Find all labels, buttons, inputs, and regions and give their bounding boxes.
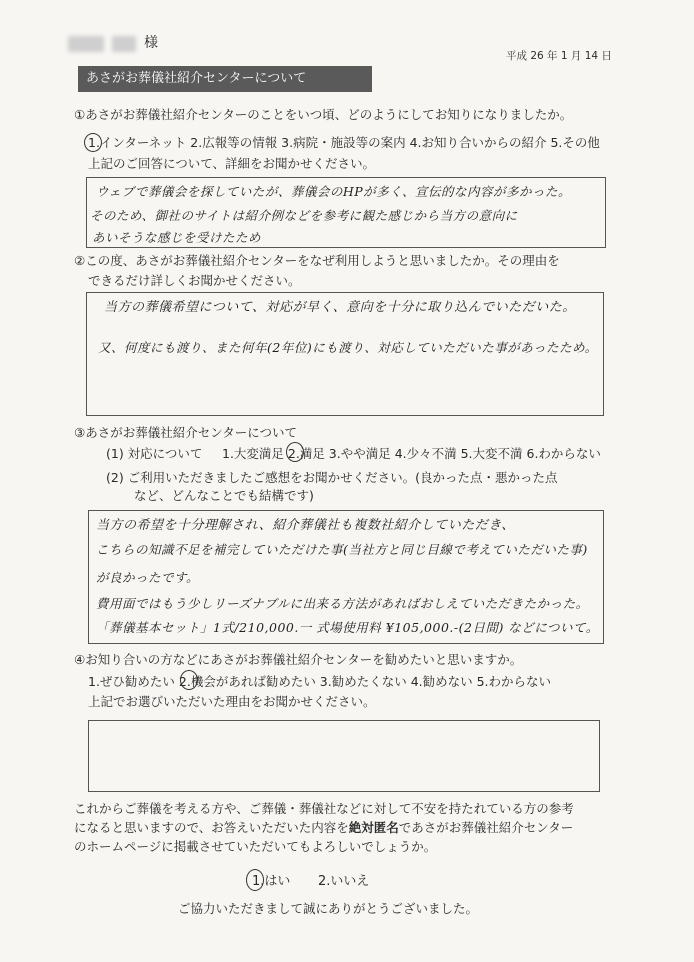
q1-options: 1.インターネット 2.広報等の情報 3.病院・施設等の案内 4.お知り合いからの紹介 5.その他 <box>88 135 600 150</box>
q3-item2-prompt: (2) ご利用いただきましたご感想をお聞かせください。(良かった点・悪かった点 <box>106 470 558 485</box>
q3-answer-line: 費用面ではもう少しリーズナブルに出来る方法があればおしえていただきたかった。 <box>96 596 589 611</box>
q3-item1-label: (1) 対応について <box>106 446 203 461</box>
selection-circle <box>286 442 304 462</box>
q1-question: ①あさがお葬儀社紹介センターのことをいつ頃、どのようにしてお知りになりましたか。 <box>74 107 573 122</box>
q2-question: ②この度、あさがお葬儀社紹介センターをなぜ利用しようと思いましたか。その理由を <box>74 253 560 268</box>
anonymous-emphasis: 絶対匿名 <box>348 820 399 835</box>
q4-question: ④お知り合いの方などにあさがお葬儀社紹介センターを勧めたいと思いますか。 <box>74 652 523 667</box>
selection-circle <box>180 670 198 690</box>
redacted-name-block <box>112 36 136 52</box>
closing-text: これからご葬儀を考える方や、ご葬儀・葬儀社などに対して不安を持たれている方の参考 <box>74 801 574 816</box>
q1-answer-line: あいそうな感じを受けたため <box>92 230 262 245</box>
q3-title: ③あさがお葬儀社紹介センターについて <box>74 425 297 440</box>
selection-circle <box>84 133 102 152</box>
q1-answer-line: そのため、御社のサイトは紹介例などを参考に観た感じから当方の意向に <box>90 208 518 223</box>
closing-text <box>74 819 573 837</box>
closing-text-part: になると思いますので、お答えいただいた内容を <box>74 820 349 835</box>
q2-answer-line: 当方の葬儀希望について、対応が早く、意向を十分に取り込んでいただいた。 <box>104 300 576 315</box>
q1-detail-prompt: 上記のご回答について、詳細をお聞かせください。 <box>88 156 376 171</box>
q3-answer-line: 「葬儀基本セット」1式/210,000.一 式場使用料 ¥105,000.-(2日間) などについて。 <box>96 620 599 635</box>
q3-answer-line: 当方の希望を十分理解され、紹介葬儀社も複数社紹介していただき、 <box>96 518 515 533</box>
q3-item1-options: 1.大変満足 2.満足 3.やや満足 4.少々不満 5.大変不満 6.わからない <box>222 446 601 461</box>
q4-detail-prompt: 上記でお選びいただいた理由をお聞かせください。 <box>88 694 376 709</box>
thanks-text: ご協力いただきまして誠にありがとうございました。 <box>178 901 479 916</box>
yes-option: 1.はい <box>252 874 291 889</box>
q3-answer-line: こちらの知識不足を補完していただけた事(当社方と同じ目線で考えていただいた事) <box>96 542 588 557</box>
honorific: 様 <box>144 35 158 51</box>
q3-answer-line: が良かったです。 <box>96 570 200 585</box>
q3-item2-prompt: など、どんなことでも結構です) <box>134 488 314 503</box>
section-title: あさがお葬儀社紹介センターについて <box>78 66 372 92</box>
q2-answer-line: 又、何度にも渡り、また何年(2年位)にも渡り、対応していただいた事があったため。 <box>98 340 598 355</box>
q4-answer-box <box>88 720 600 792</box>
date: 平成 26 年 1 月 14 日 <box>506 50 612 62</box>
q2-question: できるだけ詳しくお聞かせください。 <box>88 273 301 288</box>
closing-text: のホームページに掲載させていただいてもよろしいでしょうか。 <box>74 839 437 854</box>
closing-text-part: であさがお葬儀社紹介センター <box>398 820 574 835</box>
q4-options: 1.ぜひ勧めたい 2.機会があれば勧めたい 3.勧めたくない 4.勧めない 5.わからない <box>88 674 552 689</box>
no-option: 2.いいえ <box>318 874 370 889</box>
q1-answer-line: ウェブで葬儀会を探していたが、葬儀会のHPが多く、宣伝的な内容が多かった。 <box>96 184 571 199</box>
redacted-name-block <box>68 36 104 52</box>
selection-circle <box>246 869 264 891</box>
